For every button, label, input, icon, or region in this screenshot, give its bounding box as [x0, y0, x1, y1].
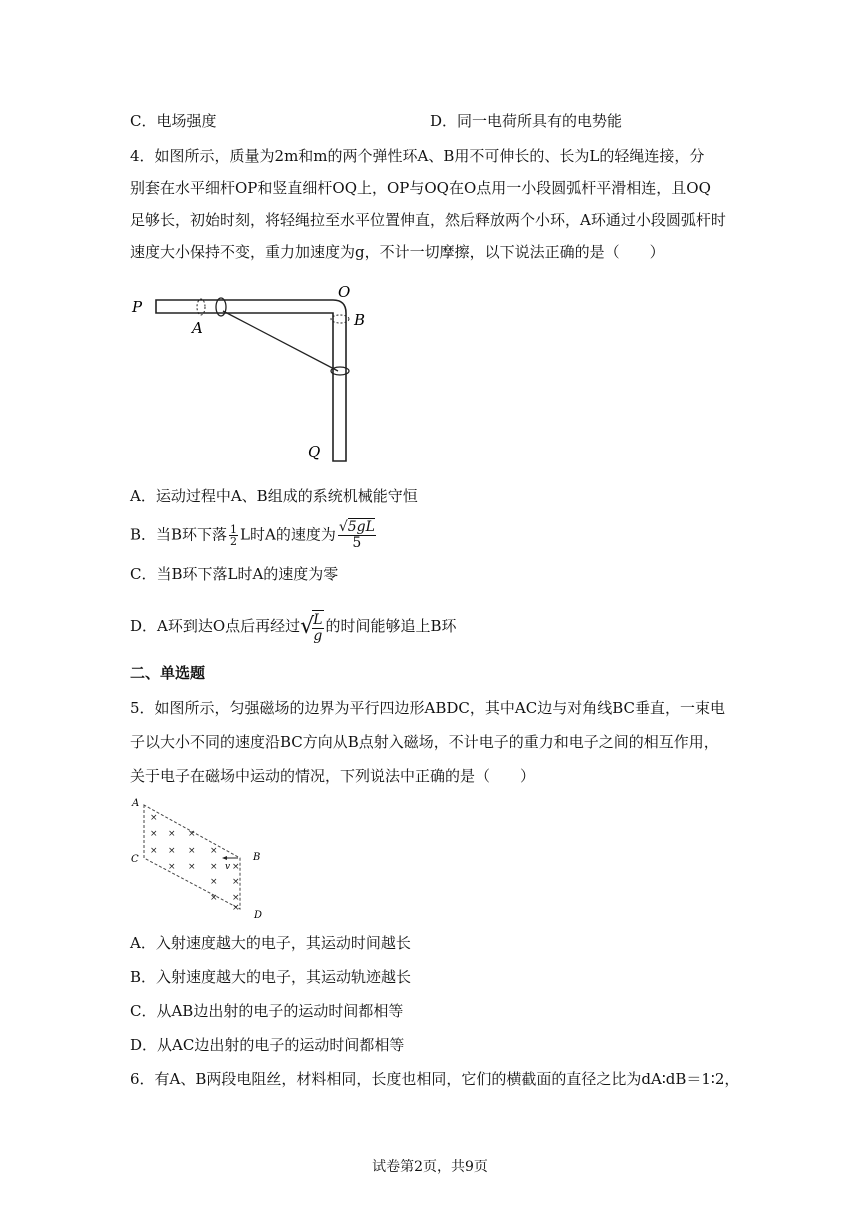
q5-option-a: A．入射速度越大的电子，其运动时间越长	[130, 934, 411, 952]
svg-text:×: ×	[168, 829, 176, 839]
q4-stem-line4: 速度大小保持不变，重力加速度为g，不计一切摩擦，以下说法正确的是（ ）	[130, 243, 665, 261]
svg-text:×: ×	[188, 829, 196, 839]
svg-text:×: ×	[232, 877, 240, 887]
q5-option-d: D．从AC边出射的电子的运动时间都相等	[130, 1036, 405, 1054]
q5-label-a: A	[132, 798, 140, 809]
q4-label-p: P	[132, 298, 143, 316]
q4-option-b-mid: L时A的速度为	[240, 525, 336, 544]
q4-option-d-prefix: D．A环到达O点后再经过	[130, 617, 301, 635]
fraction-denominator: 2	[230, 535, 238, 548]
svg-text:×: ×	[210, 862, 218, 872]
svg-text:×: ×	[210, 846, 218, 856]
q4-stem-line2: 别套在水平细杆OP和竖直细杆OQ上，OP与OQ在O点用一小段圆弧杆平滑相连，且OQ	[130, 179, 711, 197]
q4-option-d-sqrt-fraction	[312, 610, 323, 644]
q5-label-c: C	[131, 854, 139, 865]
svg-text:×: ×	[210, 877, 218, 887]
q5-option-b: B．入射速度越大的电子，其运动轨迹越长	[130, 968, 412, 986]
q4-option-c: C．当B环下落L时A的速度为零	[130, 565, 339, 583]
q4-option-d-suffix: 的时间能够追上B环	[325, 617, 457, 635]
fraction-denominator: 5	[352, 535, 362, 551]
page-footer: 试卷第2页，共9页	[372, 1159, 488, 1175]
q5-option-c: C．从AB边出射的电子的运动时间都相等	[130, 1002, 404, 1020]
sqrt-sign: √	[300, 614, 315, 639]
section-heading: 二、单选题	[130, 664, 206, 682]
q4-option-b-sqrt-fraction	[338, 520, 376, 551]
q4-figure-rods	[128, 283, 366, 470]
q4-option-b-fraction	[229, 524, 238, 547]
q5-stem-line1: 5．如图所示，匀强磁场的边界为平行四边形ABDC，其中AC边与对角线BC垂直，一束电	[130, 699, 725, 717]
q4-option-b	[130, 520, 378, 551]
fraction-numerator: 1	[230, 523, 238, 536]
q4-label-q: Q	[308, 443, 321, 461]
q6-stem-line1: 6．有A、B两段电阻丝，材料相同，长度也相同，它们的横截面的直径之比为dA∶dB＝1∶2，	[130, 1070, 740, 1088]
q4-option-a: A．运动过程中A、B组成的系统机械能守恒	[130, 487, 418, 505]
q3-option-c: C．电场强度	[130, 112, 217, 130]
fraction-numerator: √5gL	[338, 519, 375, 535]
q5-label-b: B	[253, 852, 261, 863]
fraction-denominator: g	[313, 628, 323, 644]
svg-text:×: ×	[232, 893, 240, 903]
q4-label-o: O	[338, 283, 351, 301]
svg-text:×: ×	[232, 903, 240, 913]
sqrt-radicand: 5gL	[347, 519, 375, 535]
svg-text:×: ×	[150, 846, 158, 856]
q5-label-d: D	[254, 910, 263, 921]
fraction-numerator: L	[313, 612, 323, 628]
svg-text:×: ×	[168, 862, 176, 872]
q4-label-a: A	[192, 319, 203, 337]
svg-text:×: ×	[150, 829, 158, 839]
q5-label-v: v	[225, 862, 231, 872]
q3-option-d: D．同一电荷所具有的电势能	[430, 112, 623, 130]
q4-label-b: B	[354, 311, 366, 329]
q5-figure-magnetic-field	[128, 796, 268, 921]
svg-text:×: ×	[168, 846, 176, 856]
q4-option-d	[130, 610, 457, 644]
q4-stem-line1: 4．如图所示，质量为2m和m的两个弹性环A、B用不可伸长的、长为L的轻绳连接，分	[130, 147, 705, 165]
svg-text:×: ×	[210, 893, 218, 903]
q4-option-b-prefix: B．当B环下落	[130, 525, 228, 544]
q5-stem-line2: 子以大小不同的速度沿BC方向从B点射入磁场，不计电子的重力和电子之间的相互作用，	[130, 733, 719, 751]
svg-text:×: ×	[150, 813, 158, 823]
svg-text:×: ×	[188, 846, 196, 856]
q4-stem-line3: 足够长，初始时刻，将轻绳拉至水平位置伸直，然后释放两个小环，A环通过小段圆弧杆时	[130, 211, 726, 229]
svg-text:×: ×	[232, 862, 240, 872]
svg-text:×: ×	[188, 862, 196, 872]
q5-stem-line3: 关于电子在磁场中运动的情况，下列说法中正确的是（ ）	[130, 767, 536, 785]
